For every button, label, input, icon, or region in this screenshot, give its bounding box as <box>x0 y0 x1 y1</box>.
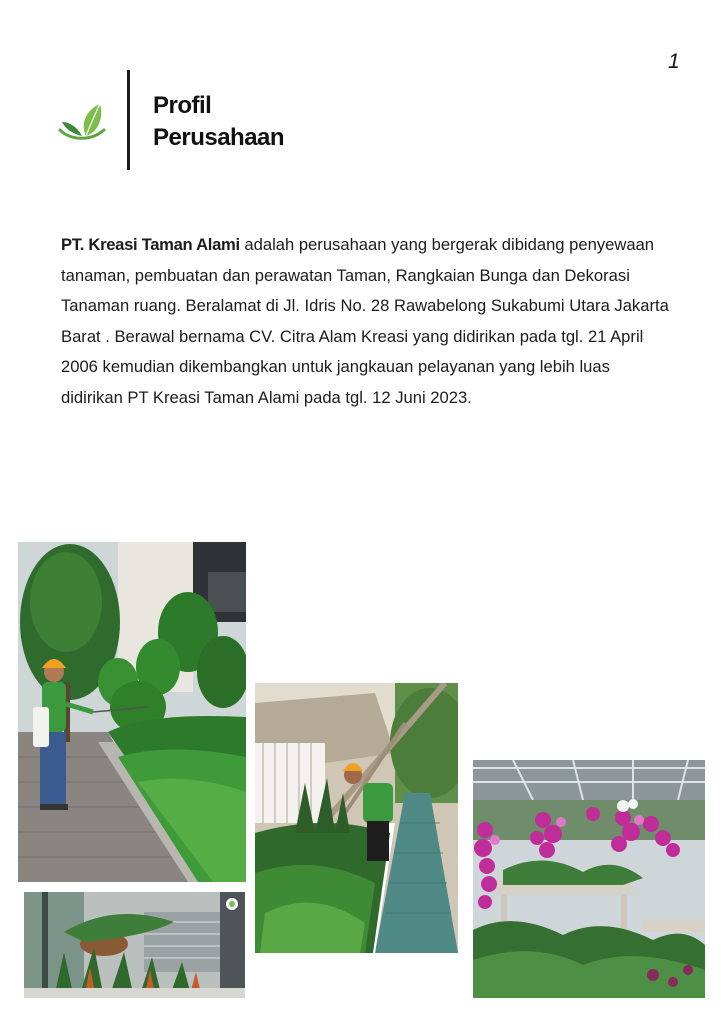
photo-gardener-trimming <box>255 683 458 953</box>
title-line-2: Perusahaan <box>153 124 285 151</box>
leaf-logo-icon <box>56 100 108 142</box>
page-title <box>153 90 284 154</box>
page-number: 1 <box>668 50 680 73</box>
company-intro-paragraph <box>61 230 676 414</box>
company-name: PT. Kreasi Taman Alami <box>61 235 240 254</box>
title-divider <box>127 70 130 170</box>
photo-indoor-planter <box>24 892 245 998</box>
title-line-1: Profil <box>153 92 212 119</box>
intro-body-text: adalah perusahaan yang bergerak dibidang penyewaan tanaman, pembuatan dan perawatan Taman, Rangkaian Bunga dan Dekorasi Tanaman ruang. Beralamat di Jl. Idris No. 28 Rawabelong Sukabumi Utara Jakarta Barat . Berawal bernama CV. Citra Alam Kreasi yang didirikan pada tgl. 21 April 2006 kemudian dikembangkan untuk jangkauan pelayanan yang lebih luas didirikan PT Kreasi Taman Alami pada tgl. 12 Juni 2023. <box>61 235 669 407</box>
photo-gardener-spraying <box>18 542 246 882</box>
photo-orchid-greenhouse <box>473 760 705 998</box>
